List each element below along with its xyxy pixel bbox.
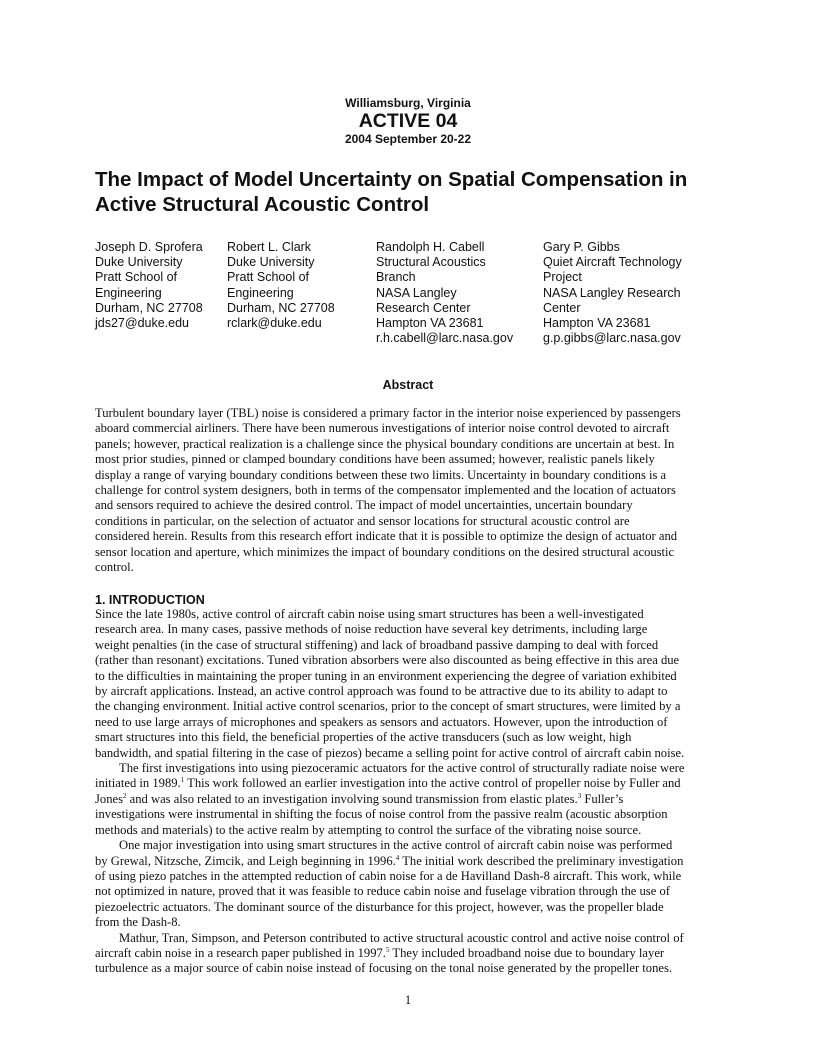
abstract-line: most prior studies, pinned or clamped boundary conditions have been assumed; however, realistic panels likely [95,452,655,467]
citation-ref: 4 [395,853,400,862]
paper-title-line: Active Structural Acoustic Control [95,193,430,216]
author-email[interactable]: jds27@duke.edu [95,316,190,331]
intro-line: turbulence as a major source of cabin noise instead of focusing on the tonal noise generated by the propeller tones. [95,961,673,976]
author-sprofera [95,240,203,331]
conference-location: Williamsburg, Virginia [345,96,471,110]
author-line: Duke University [227,255,315,270]
paper-title-line: The Impact of Model Uncertainty on Spatial Compensation in [95,168,688,191]
abstract-body [95,406,721,575]
citation-ref: 2 [123,791,127,800]
abstract-line: and sensors required to achieve the desired control. The impact of model uncertainties, uncertain boundary [95,498,633,513]
author-line: Hampton VA 23681 [543,316,651,331]
intro-line: Jones$^2$ and was also related to an investigation involving sound transmission from elastic plates.$^3$ Fuller’s [95,791,624,806]
author-line: Gary P. Gibbs [543,240,620,254]
citation-ref: 3 [577,791,582,800]
abstract-line: sensor location and aperture, which minimizes the impact of boundary conditions on the desired structural acoustic [95,544,675,559]
author-line: Engineering [95,285,162,300]
abstract-line: display a range of varying boundary conditions between these two limits. Uncertainty in boundary conditions is a [95,467,667,482]
conference-name: ACTIVE 04 [358,110,458,132]
abstract-line: control. [95,560,134,575]
intro-line: Since the late 1980s, active control of aircraft cabin noise using smart structures has been a well-investigated [95,607,644,621]
abstract-line: considered herein. Results from this research effort indicate that it is possible to optimize the design of actuator and [95,529,678,544]
intro-line: methods and materials) to the active realm by attempting to control the surface of the vibrating noise source. [95,822,642,837]
intro-line: weight penalties (in the case of structural stiffening) and lack of broadband passive damping to deal with forced [95,637,659,652]
citation-ref: 1 [180,776,185,785]
intro-line: aircraft cabin noise in a research paper published in 1997.$^5$ They included broadband noise due to boundary layer [95,945,665,960]
intro-line: initiated in 1989.$^1$ This work followed an earlier investigation into the active control of propeller noise by Fuller and [95,776,681,791]
abstract-line: Turbulent boundary layer (TBL) noise is considered a primary factor in the interior noise experienced by passengers [95,406,681,420]
author-line: Research Center [376,300,471,315]
author-line: Hampton VA 23681 [376,316,484,331]
section-heading-introduction: 1. INTRODUCTION [95,593,205,607]
author-email[interactable]: r.h.cabell@larc.nasa.gov [376,331,514,346]
conference-header [0,96,816,146]
intro-line: One major investigation into using smart structures in the active control of aircraft cabin noise was performed [119,838,673,853]
author-line: Durham, NC 27708 [95,300,203,315]
intro-line: to the difficulties in maintaining the proper tuning in an environment experiencing the degree of variation exhibited [95,668,677,683]
intro-line: of using piezo patches in the attempted reduction of cabin noise for a de Havilland Dash-8 aircraft. This work, while [95,868,682,883]
author-line: Pratt School of [95,270,177,285]
author-email[interactable]: rclark@duke.edu [227,316,322,331]
conference-date: 2004 September 20-22 [344,132,472,146]
intro-line: from the Dash-8. [95,915,181,930]
author-line: Duke University [95,255,183,270]
paper-title [95,167,745,217]
intro-line: Mathur, Tran, Simpson, and Peterson contributed to active structural acoustic control and active noise control of [119,930,684,945]
author-line: Joseph D. Sprofera [95,240,203,254]
intro-line: investigations were instrumental in shifting the focus of noise control from the passive realm (acoustic absorption [95,807,668,822]
intro-line: piezoelectric actuators. The dominant source of the disturbance for this project, however, was the propeller blade [95,899,664,914]
author-line: Branch [376,270,416,285]
author-line: Center [543,300,581,315]
author-line: Structural Acoustics [376,255,486,270]
citation-ref: 5 [385,945,390,954]
author-line: Project [543,270,582,285]
introduction-body [95,607,721,977]
author-line: NASA Langley Research [543,285,681,300]
abstract-line: panels; however, practical realization is a challenge since the physical boundary conditions are uncertain at best. In [95,436,675,451]
intro-line: The first investigations into using piezoceramic actuators for the active control of structurally radiate noise were [119,761,685,776]
intro-line: the changing environment. Initial active control scenarios, prior to the concept of smart structures, were limited by a [95,699,681,714]
abstract-line: challenge for control system designers, both in terms of the compensator implemented and the location of actuators [95,483,676,498]
author-line: Randolph H. Cabell [376,240,485,254]
abstract-line: aboard commercial airliners. There have been numerous investigations of interior noise control devoted to aircraft [95,421,670,436]
author-email[interactable]: g.p.gibbs@larc.nasa.gov [543,331,681,346]
abstract-heading: Abstract [382,378,434,392]
author-line: Durham, NC 27708 [227,300,335,315]
intro-line: not optimized in nature, proved that it was feasible to reduce cabin noise and fuselage vibration through the use of [95,884,670,899]
author-gibbs [543,240,682,346]
intro-line: bandwidth, and spatial filtering in the case of piezos) became a selling point for active control of aircraft cabin noise. [95,745,685,760]
author-line: Quiet Aircraft Technology [543,255,682,270]
intro-line: research area. In many cases, passive methods of noise reduction have several key detriments, including large [95,622,648,637]
intro-line: need to use large arrays of microphones and speakers as sensors and actuators. However, upon the introduction of [95,714,668,729]
author-line: NASA Langley [376,285,457,300]
page-number: 1 [404,993,412,1007]
author-line: Engineering [227,285,294,300]
abstract-line: conditions in particular, on the selection of actuator and sensor locations for structural acoustic control are [95,513,630,528]
intro-line: by aircraft applications. Instead, an active control approach was found to be attractive due to its ability to adapt to [95,684,668,699]
intro-line: (rather than resonant) excitations. Tuned vibration absorbers were also discounted as being effective in this area due [95,653,680,668]
intro-line: smart structures into this field, the beneficial properties of the active transducers (such as low weight, high [95,730,632,745]
author-line: Pratt School of [227,270,309,285]
author-line: Robert L. Clark [227,240,312,254]
intro-line: by Grewal, Nitzsche, Zimcik, and Leigh beginning in 1996.$^4$ The initial work described the preliminary investigation [95,853,684,868]
author-cabell [376,240,513,346]
author-clark [227,240,335,331]
